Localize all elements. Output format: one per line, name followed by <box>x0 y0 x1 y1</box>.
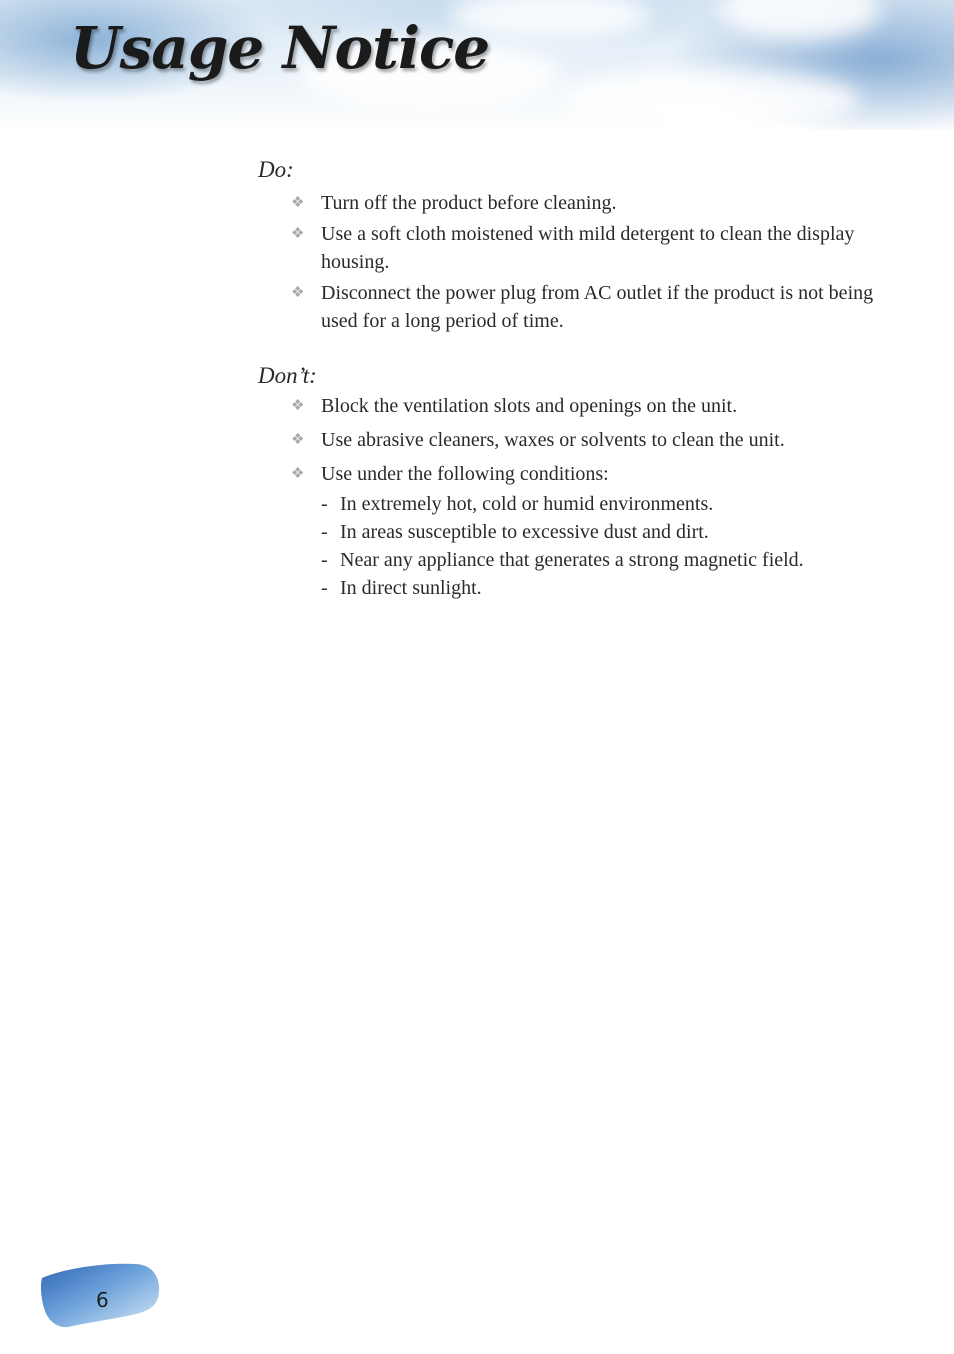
condition-item <box>321 574 888 602</box>
condition-item <box>321 490 888 518</box>
condition-item <box>321 546 888 574</box>
list-item-text: Use under the following conditions: <box>321 463 609 485</box>
do-section <box>258 155 888 335</box>
diamond-bullet-icon: ❖ <box>291 432 305 448</box>
list-item <box>258 189 888 217</box>
list-item <box>258 220 888 276</box>
dash-marker: - <box>321 493 328 515</box>
do-list <box>258 189 888 335</box>
list-item <box>258 392 888 420</box>
diamond-bullet-icon: ❖ <box>291 398 305 414</box>
list-item <box>258 279 888 335</box>
list-item-text: Use abrasive cleaners, waxes or solvents to clean the unit. <box>321 429 785 451</box>
condition-text: In extremely hot, cold or humid environments. <box>340 493 714 515</box>
dash-marker: - <box>321 549 328 571</box>
list-item-text: Disconnect the power plug from AC outlet if the product is not being used for a long period of time. <box>321 282 874 332</box>
page-title: Usage Notice <box>70 14 490 82</box>
diamond-bullet-icon: ❖ <box>291 195 305 211</box>
conditions-list <box>321 490 888 602</box>
condition-text: Near any appliance that generates a strong magnetic field. <box>340 549 804 571</box>
condition-text: In areas susceptible to excessive dust and dirt. <box>340 521 709 543</box>
diamond-bullet-icon: ❖ <box>291 285 305 301</box>
list-item-text: Turn off the product before cleaning. <box>321 192 617 214</box>
diamond-bullet-icon: ❖ <box>291 226 305 242</box>
page-number: 6 <box>96 1288 109 1312</box>
diamond-bullet-icon: ❖ <box>291 466 305 482</box>
dont-heading: Don’t: <box>258 363 317 388</box>
cloud-shape <box>560 70 860 130</box>
cloud-shape <box>720 0 880 40</box>
condition-text: In direct sunlight. <box>340 577 482 599</box>
list-item <box>258 426 888 454</box>
list-item-text: Block the ventilation slots and openings on the unit. <box>321 395 738 417</box>
do-heading: Do: <box>258 157 294 182</box>
dont-section <box>258 361 888 602</box>
dash-marker: - <box>321 521 328 543</box>
condition-item <box>321 518 888 546</box>
header-banner <box>0 0 954 130</box>
dont-list <box>258 392 888 602</box>
main-content <box>258 155 888 602</box>
list-item-text: Use a soft cloth moistened with mild detergent to clean the display housing. <box>321 223 855 273</box>
list-item <box>258 460 888 602</box>
dash-marker: - <box>321 577 328 599</box>
